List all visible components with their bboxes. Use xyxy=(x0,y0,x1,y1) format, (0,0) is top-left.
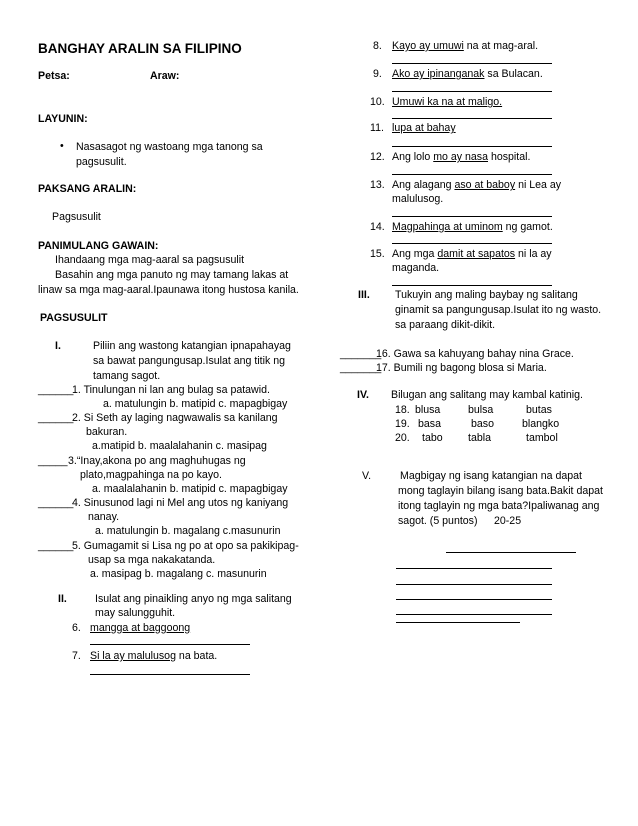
layunin-line: pagsusulit. xyxy=(76,156,127,168)
answer-blank[interactable]: ______ xyxy=(38,384,74,396)
underlined-phrase: Magpahinga at uminom xyxy=(392,221,503,233)
instruction-line: sa paraang dikit-dikit. xyxy=(395,319,496,331)
item-number: 12. xyxy=(370,151,385,163)
word-choice[interactable]: tabla xyxy=(468,432,491,444)
question-text: 3.“Inay,akona po ang maghuhugas ng xyxy=(68,455,246,467)
answer-blank[interactable]: ______ xyxy=(38,540,74,552)
instruction-line: itong taglayin ng mga bata?Ipaliwanag ang xyxy=(398,500,600,512)
answer-line[interactable] xyxy=(392,91,552,92)
instruction-line: Magbigay ng isang katangian na dapat xyxy=(400,470,582,482)
question-text: 1. Tinulungan ni lan ang bulag sa patawid. xyxy=(72,384,270,396)
answer-line[interactable] xyxy=(392,216,552,217)
sentence-rest: sa Bulacan. xyxy=(484,68,543,80)
answer-line[interactable] xyxy=(392,118,552,119)
sentence-continuation: maganda. xyxy=(392,262,440,274)
item-number: 10. xyxy=(370,96,385,108)
sentence-rest: na at mag-aral. xyxy=(463,40,539,52)
document-title: BANGHAY ARALIN SA FILIPINO xyxy=(38,41,242,56)
panimulang-gawain-heading: PANIMULANG GAWAIN: xyxy=(38,240,159,252)
item-number: 11. xyxy=(370,122,384,134)
instruction-line: sa bawat pangungusap.Isulat ang titik ng xyxy=(93,355,286,367)
instruction-line: Isulat ang pinaikling anyo ng mga salitang xyxy=(95,593,292,605)
part-number: IV. xyxy=(357,389,369,401)
sentence-rest: na bata. xyxy=(175,650,218,662)
question-choices: a. matulungin b. magalang c.masunurin xyxy=(95,525,281,537)
essay-line[interactable] xyxy=(396,584,552,585)
underlined-phrase: Ako ay ipinanganak xyxy=(392,68,485,80)
answer-blank[interactable]: _____ xyxy=(38,455,68,467)
question-text: 16. Gawa sa kahuyang bahay nina Grace. xyxy=(376,348,574,360)
answer-blank[interactable]: _______ xyxy=(340,362,382,374)
answer-line[interactable] xyxy=(90,644,250,645)
part-number: III. xyxy=(358,289,370,301)
word-row-number: 20. xyxy=(395,432,410,444)
instruction-line: tamang sagot. xyxy=(93,370,161,382)
essay-line[interactable] xyxy=(396,599,552,600)
answer-blank[interactable]: _______ xyxy=(340,348,382,360)
question-text: plato,magpahinga na po kayo. xyxy=(80,469,222,481)
question-text: usap sa mga nakakatanda. xyxy=(88,554,216,566)
essay-line[interactable] xyxy=(396,622,520,623)
pagsusulit-heading: PAGSUSULIT xyxy=(40,312,108,324)
question-text: nanay. xyxy=(88,511,120,523)
underlined-phrase: Umuwi ka na at maligo. xyxy=(392,96,503,108)
question-text: 17. Bumili ng bagong blosa si Maria. xyxy=(376,362,547,374)
sentence-continuation: malulusog. xyxy=(392,193,444,205)
instruction-line: Tukuyin ang maling baybay ng salitang xyxy=(395,289,578,301)
instruction-line: Piliin ang wastong katangian ipnapahayag xyxy=(93,340,291,352)
instruction-line: ginamit sa pangungusap.Isulat ito ng wasto. xyxy=(395,304,602,316)
instruction-line: sagot. (5 puntos) xyxy=(398,515,478,527)
question-choices: a. matulungin b. matipid c. mapagbigay xyxy=(103,398,288,410)
word-row-number: 19. xyxy=(395,418,410,430)
layunin-heading: LAYUNIN: xyxy=(38,113,88,125)
question-text: 2. Si Seth ay laging nagwawalis sa kanilang xyxy=(72,412,278,424)
word-choice[interactable]: bulsa xyxy=(468,404,494,416)
question-text: 5. Gumagamit si Lisa ng po at opo sa pakikipag- xyxy=(72,540,299,552)
item-number: 13. xyxy=(370,179,385,191)
part-number: V. xyxy=(362,470,372,482)
sentence-rest: ng gamot. xyxy=(502,221,553,233)
paksang-aralin-heading: PAKSANG ARALIN: xyxy=(38,183,137,195)
underlined-phrase: Kayo ay umuwi xyxy=(392,40,464,52)
item-number: 6. xyxy=(72,622,81,634)
answer-line[interactable] xyxy=(392,285,552,286)
panimulang-line: Ihandaang mga mag-aaral sa pagsusulit xyxy=(55,254,245,266)
answer-line[interactable] xyxy=(392,146,552,147)
sentence-pre: Ang lolo xyxy=(392,151,434,163)
word-choice[interactable]: baso xyxy=(471,418,494,430)
instruction-line: Bilugan ang salitang may kambal katinig. xyxy=(391,389,583,401)
word-row-number: 18. xyxy=(395,404,410,416)
layunin-line: Nasasagot ng wastoang mga tanong sa xyxy=(76,141,263,153)
word-choice[interactable]: tabo xyxy=(422,432,443,444)
question-choices: a.matipid b. maalalahanin c. masipag xyxy=(92,440,267,452)
word-choice[interactable]: basa xyxy=(418,418,441,430)
word-choice[interactable]: tambol xyxy=(526,432,558,444)
sentence-rest: ni Lea ay xyxy=(515,179,562,191)
item-number: 8. xyxy=(373,40,382,52)
underlined-phrase: Si la ay malulusog xyxy=(90,650,176,662)
instruction-line: may salungguhit. xyxy=(95,607,176,619)
question-choices: a. maalalahanin b. matipid c. mapagbigay xyxy=(92,483,288,495)
item-number: 7. xyxy=(72,650,81,662)
answer-line[interactable] xyxy=(392,63,552,64)
paksang-aralin-value: Pagsusulit xyxy=(52,211,101,223)
answer-line[interactable] xyxy=(90,674,250,675)
question-text: bakuran. xyxy=(86,426,128,438)
underlined-phrase: mangga at baggoong xyxy=(90,622,191,634)
answer-blank[interactable]: ______ xyxy=(38,497,74,509)
item-number: 9. xyxy=(373,68,382,80)
underlined-phrase: mo ay nasa xyxy=(433,151,488,163)
answer-blank[interactable]: ______ xyxy=(38,412,74,424)
essay-line[interactable] xyxy=(446,552,576,553)
answer-line[interactable] xyxy=(392,174,552,175)
essay-line[interactable] xyxy=(396,614,552,615)
panimulang-line: Basahin ang mga panuto ng may tamang lakas at xyxy=(55,269,289,281)
part-number: II. xyxy=(58,593,67,605)
panimulang-line: linaw sa mga mag-aaral.Ipaunawa itong hustosa kanila. xyxy=(38,284,299,296)
part-number: I. xyxy=(55,340,61,352)
word-choice[interactable]: blusa xyxy=(415,404,441,416)
sentence-rest: hospital. xyxy=(488,151,531,163)
underlined-phrase: aso at baboy xyxy=(454,179,516,191)
item-number: 15. xyxy=(370,248,385,260)
question-text: 4. Sinusunod lagi ni Mel ang utos ng kaniyang xyxy=(72,497,289,509)
item-number: 14. xyxy=(370,221,385,233)
sentence-pre: Ang alagang xyxy=(392,179,455,191)
word-choice[interactable]: butas xyxy=(526,404,552,416)
instruction-line: mong taglayin bilang isang bata.Bakit dapat xyxy=(398,485,603,497)
word-choice[interactable]: blangko xyxy=(522,418,560,430)
araw-label: Araw: xyxy=(150,70,180,82)
essay-line[interactable] xyxy=(396,568,552,569)
sentence-rest: ni la ay xyxy=(515,248,552,260)
petsa-label: Petsa: xyxy=(38,70,70,82)
score-range: 20-25 xyxy=(494,515,522,527)
answer-line[interactable] xyxy=(392,243,552,244)
bullet-icon: • xyxy=(60,140,64,152)
underlined-phrase: lupa at bahay xyxy=(392,122,456,134)
question-choices: a. masipag b. magalang c. masunurin xyxy=(90,568,267,580)
sentence-pre: Ang mga xyxy=(392,248,438,260)
underlined-phrase: damit at sapatos xyxy=(437,248,516,260)
